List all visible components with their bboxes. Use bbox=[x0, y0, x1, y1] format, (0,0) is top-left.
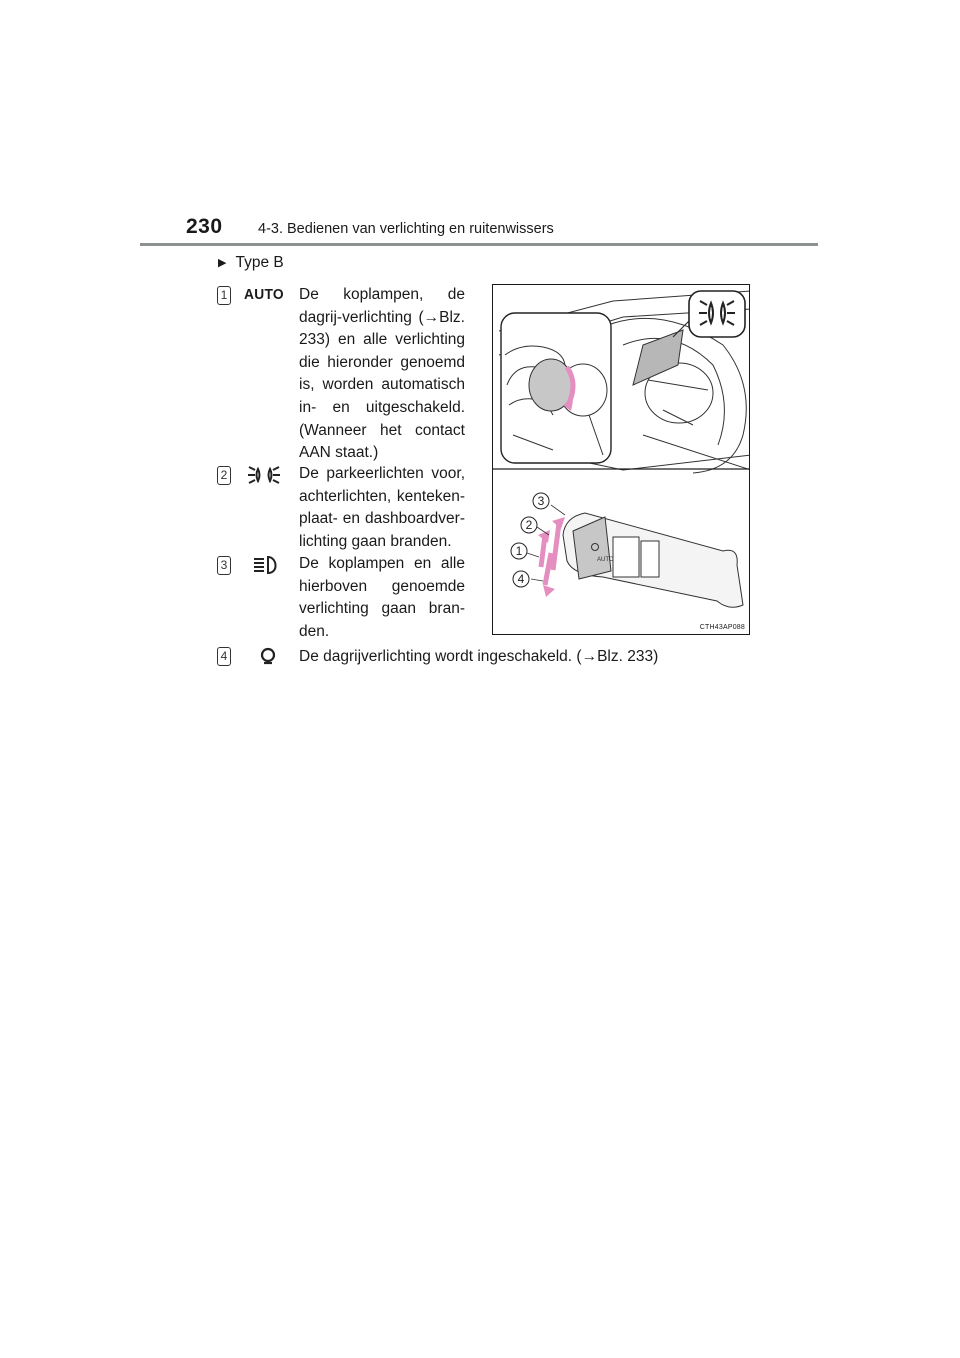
item-4-text: De dagrijverlichting wordt ingeschakeld. (→Blz. 233) bbox=[299, 648, 659, 665]
drl-icon bbox=[256, 646, 280, 666]
page-number: 230 bbox=[186, 215, 223, 238]
callout-1: 1 bbox=[515, 544, 523, 558]
type-label-text: Type B bbox=[235, 254, 284, 271]
switch-auto-label: AUTO bbox=[597, 557, 614, 563]
item-3-text: De koplampen en alle hierboven genoemde verlichting gaan bran-den. bbox=[299, 555, 465, 640]
header-rule bbox=[140, 243, 818, 246]
triangle-bullet-icon: ▶ bbox=[218, 257, 227, 269]
illustration-drawing bbox=[493, 285, 750, 635]
item-4-number: 4 bbox=[217, 647, 231, 666]
figure-code: CTH43AP088 bbox=[699, 624, 745, 631]
callout-3: 3 bbox=[537, 494, 545, 508]
parking-light-icon bbox=[246, 465, 282, 485]
item-3-number: 3 bbox=[217, 556, 231, 575]
item-2-text: De parkeerlichten voor, achterlichten, kenteken-plaat- en dashboardver-lichting gaan branden. bbox=[299, 465, 465, 550]
switch-illustration bbox=[492, 284, 750, 635]
auto-icon: AUTO bbox=[244, 287, 284, 303]
item-1-text: De koplampen, de dagrij-verlichting (→Blz. 233) en alle verlichting die hieronder genoemd is, worden automatisch in- en uitgeschakeld. (Wanneer het contact AAN staat.) bbox=[299, 286, 465, 462]
callout-2: 2 bbox=[525, 518, 533, 532]
item-1-number: 1 bbox=[217, 286, 231, 305]
headlight-icon bbox=[250, 554, 284, 576]
item-2-number: 2 bbox=[217, 466, 231, 485]
section-title: 4-3. Bedienen van verlichting en ruitenwissers bbox=[258, 221, 554, 237]
type-label bbox=[218, 254, 284, 272]
callout-4: 4 bbox=[517, 572, 525, 586]
